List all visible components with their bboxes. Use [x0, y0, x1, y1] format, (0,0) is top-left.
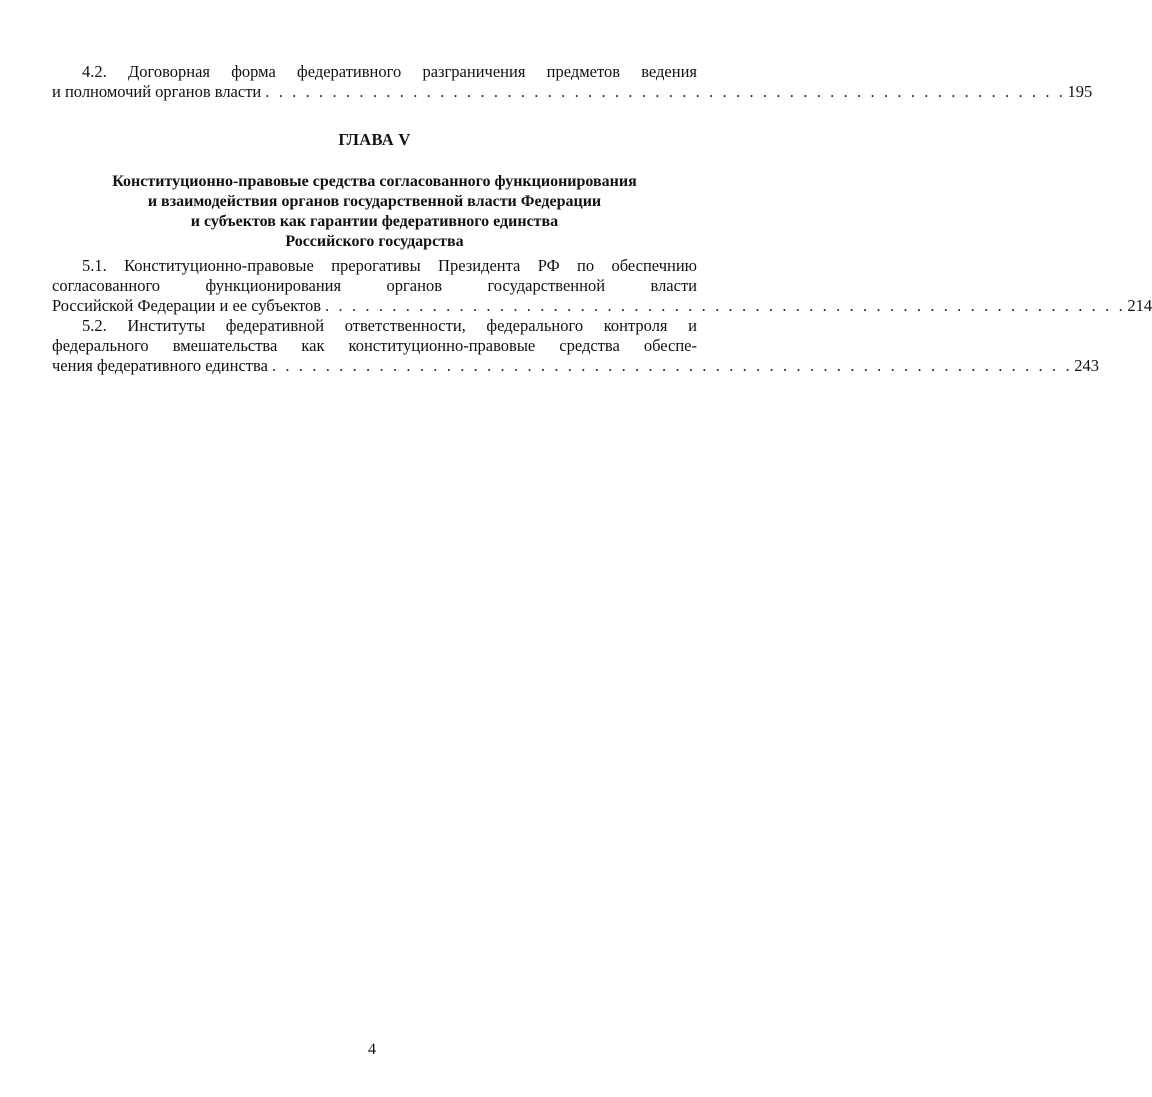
chapter-heading [52, 172, 697, 252]
chapter-label: ГЛАВА V [338, 130, 411, 149]
toc-entry-text: Российской Федерации и ее субъектов [52, 296, 322, 315]
toc-entry-last-line [52, 356, 1099, 376]
toc-entry-5-1 [52, 256, 1152, 316]
toc-entry-line: 5.2. Институты федеративной ответственности, федерального контроля и [82, 316, 697, 335]
toc-entry-last-line [52, 82, 1093, 102]
toc-entry-text: и полномочий органов власти [52, 82, 262, 101]
toc-entry-line: 5.1. Конституционно-правовые прерогативы Президента РФ по обеспечнию [82, 256, 697, 275]
table-of-contents [52, 62, 1152, 376]
toc-entry-line: 4.2. Договорная форма федеративного разграничения предметов ведения [82, 62, 697, 81]
dot-leader: . . . . . . . . . . . . . . . . . . . . . . . . . . . . . . . . . . . . . . . . . . . . . . . . . . . . . . . . . . . . [265, 82, 1066, 101]
chapter-heading-line: и взаимодействия органов государственной власти Федерации [147, 193, 602, 210]
toc-entry-last-line [52, 296, 1152, 316]
toc-page-number: 195 [1067, 82, 1093, 101]
toc-page-number: 214 [1127, 296, 1152, 315]
toc-entry-text: чения федеративного единства [52, 356, 268, 375]
toc-entry-line: согласованного функционирования органов государственной власти [52, 276, 697, 295]
toc-entry-5-2 [52, 316, 1099, 376]
toc-entry-line: федерального вмешательства как конституционно-правовые средства обеспе- [52, 336, 697, 355]
chapter-heading-line: Конституционно-правовые средства согласованного функционирования [112, 173, 637, 190]
page-number: 4 [368, 1041, 376, 1058]
chapter-heading-line: Российского государства [285, 233, 464, 250]
dot-leader: . . . . . . . . . . . . . . . . . . . . . . . . . . . . . . . . . . . . . . . . . . . . . . . . . . . . . . . . . . . . [325, 296, 1126, 315]
toc-entry-4-2 [52, 62, 1093, 102]
chapter-heading-line: и субъектов как гарантии федеративного единства [190, 213, 559, 230]
toc-page-number: 243 [1074, 356, 1099, 375]
dot-leader: . . . . . . . . . . . . . . . . . . . . . . . . . . . . . . . . . . . . . . . . . . . . . . . . . . . . . . . . . . . . [271, 356, 1073, 375]
